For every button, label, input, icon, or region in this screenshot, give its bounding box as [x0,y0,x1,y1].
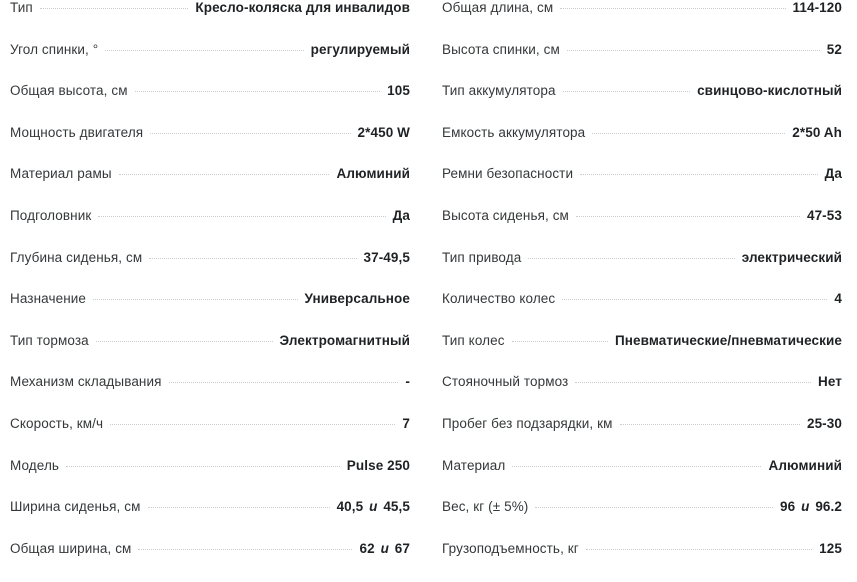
spec-row [10,125,410,167]
spec-label: Мощность двигателя [10,124,144,140]
spec-row [10,208,410,250]
spec-dot-leader [575,381,811,383]
spec-value: 114-120 [792,0,842,15]
spec-value: 7 [402,415,410,431]
spec-row [10,541,410,582]
spec-row [442,333,842,375]
spec-value: 125 [819,540,842,556]
spec-value: свинцово-кислотный [697,83,842,99]
spec-row [442,83,842,125]
spec-value: Алюминий [336,166,410,182]
spec-dot-leader [93,298,298,300]
spec-row [10,291,410,333]
spec-value: - [405,374,410,390]
spec-row [442,125,842,167]
spec-label: Тип [10,0,33,15]
spec-dot-leader [169,381,399,383]
spec-row [442,208,842,250]
spec-dot-leader [535,506,773,508]
spec-value: 4 [834,291,842,307]
spec-value: 25-30 [806,415,842,431]
spec-dot-leader [149,257,356,259]
spec-value: 47-53 [806,207,842,223]
spec-dot-leader [148,506,330,508]
spec-dot-leader [150,132,350,134]
spec-dot-leader [119,173,330,175]
spec-dot-leader [592,132,785,134]
spec-dot-leader [135,90,381,92]
spec-label: Тип тормоза [10,332,89,348]
spec-dot-leader [528,257,734,259]
spec-dot-leader [110,423,395,425]
spec-row [442,42,842,84]
spec-value: 2*450 W [357,124,410,140]
spec-dot-leader [40,7,189,9]
spec-dot-leader [560,7,785,9]
spec-row [10,374,410,416]
spec-value: Да [392,207,410,223]
spec-label: Тип привода [442,249,522,265]
spec-value: 40,5 и 45,5 [336,499,410,515]
spec-row [442,0,842,42]
spec-label: Общая высота, см [10,83,128,99]
spec-value: 105 [387,83,410,99]
spec-row [10,416,410,458]
spec-value: 96 и 96.2 [780,499,842,515]
spec-value: Да [824,166,842,182]
spec-value: Электромагнитный [279,332,410,348]
spec-label: Количество колес [442,291,556,307]
spec-label: Тип колес [442,332,505,348]
spec-value: Нет [818,374,842,390]
spec-label: Пробег без подзарядки, км [442,415,613,431]
spec-row [10,250,410,292]
spec-dot-leader [512,340,608,342]
spec-label: Высота спинки, см [442,41,560,57]
spec-label: Стояночный тормоз [442,374,569,390]
spec-value: Алюминий [768,457,842,473]
spec-dot-leader [105,49,303,51]
spec-label: Ширина сиденья, см [10,499,141,515]
spec-label: Назначение [10,291,87,307]
spec-dot-leader [563,90,691,92]
spec-row [10,166,410,208]
specifications-right-column [428,0,856,582]
spec-dot-leader [138,548,352,550]
spec-row [442,541,842,582]
spec-label: Ремни безопасности [442,166,574,182]
spec-value: электрический [741,249,842,265]
spec-label: Скорость, км/ч [10,415,104,431]
spec-dot-leader [562,298,827,300]
spec-row [442,250,842,292]
spec-row [10,83,410,125]
spec-label: Подголовник [10,207,92,223]
spec-label: Механизм складывания [10,374,162,390]
spec-value: 62 и 67 [359,540,410,556]
spec-label: Емкость аккумулятора [442,124,586,140]
spec-row [10,0,410,42]
spec-dot-leader [98,215,385,217]
spec-label: Угол спинки, ° [10,41,99,57]
spec-value: Pulse 250 [346,457,410,473]
spec-value: Пневматические/пневматические [614,332,842,348]
spec-row [442,291,842,333]
spec-label: Общая длина, см [442,0,554,15]
spec-dot-leader [96,340,273,342]
spec-dot-leader [567,49,820,51]
spec-row [442,499,842,541]
spec-label: Материал [442,457,506,473]
spec-dot-leader [66,465,340,467]
spec-row [442,416,842,458]
spec-value: Универсальное [304,291,410,307]
spec-label: Тип аккумулятора [442,83,556,99]
spec-label: Высота сиденья, см [442,207,569,223]
spec-label: Вес, кг (± 5%) [442,499,529,515]
spec-dot-leader [580,173,818,175]
spec-dot-leader [620,423,800,425]
spec-row [442,374,842,416]
spec-label: Грузоподъемность, кг [442,540,579,556]
spec-row [10,42,410,84]
spec-label: Общая ширина, см [10,540,132,556]
spec-row [442,458,842,500]
spec-label: Глубина сиденья, см [10,249,143,265]
spec-row [442,166,842,208]
spec-value: регулируемый [310,41,410,57]
spec-row [10,499,410,541]
spec-label: Модель [10,457,60,473]
spec-label: Материал рамы [10,166,112,182]
spec-value: 37-49,5 [363,249,410,265]
spec-dot-leader [586,548,812,550]
spec-dot-leader [576,215,800,217]
spec-value: 52 [826,41,842,57]
spec-value: Кресло-коляска для инвалидов [195,0,410,15]
spec-row [10,458,410,500]
spec-value: 2*50 Ah [792,124,842,140]
specifications-left-column [0,0,428,582]
spec-dot-leader [512,465,761,467]
spec-row [10,333,410,375]
